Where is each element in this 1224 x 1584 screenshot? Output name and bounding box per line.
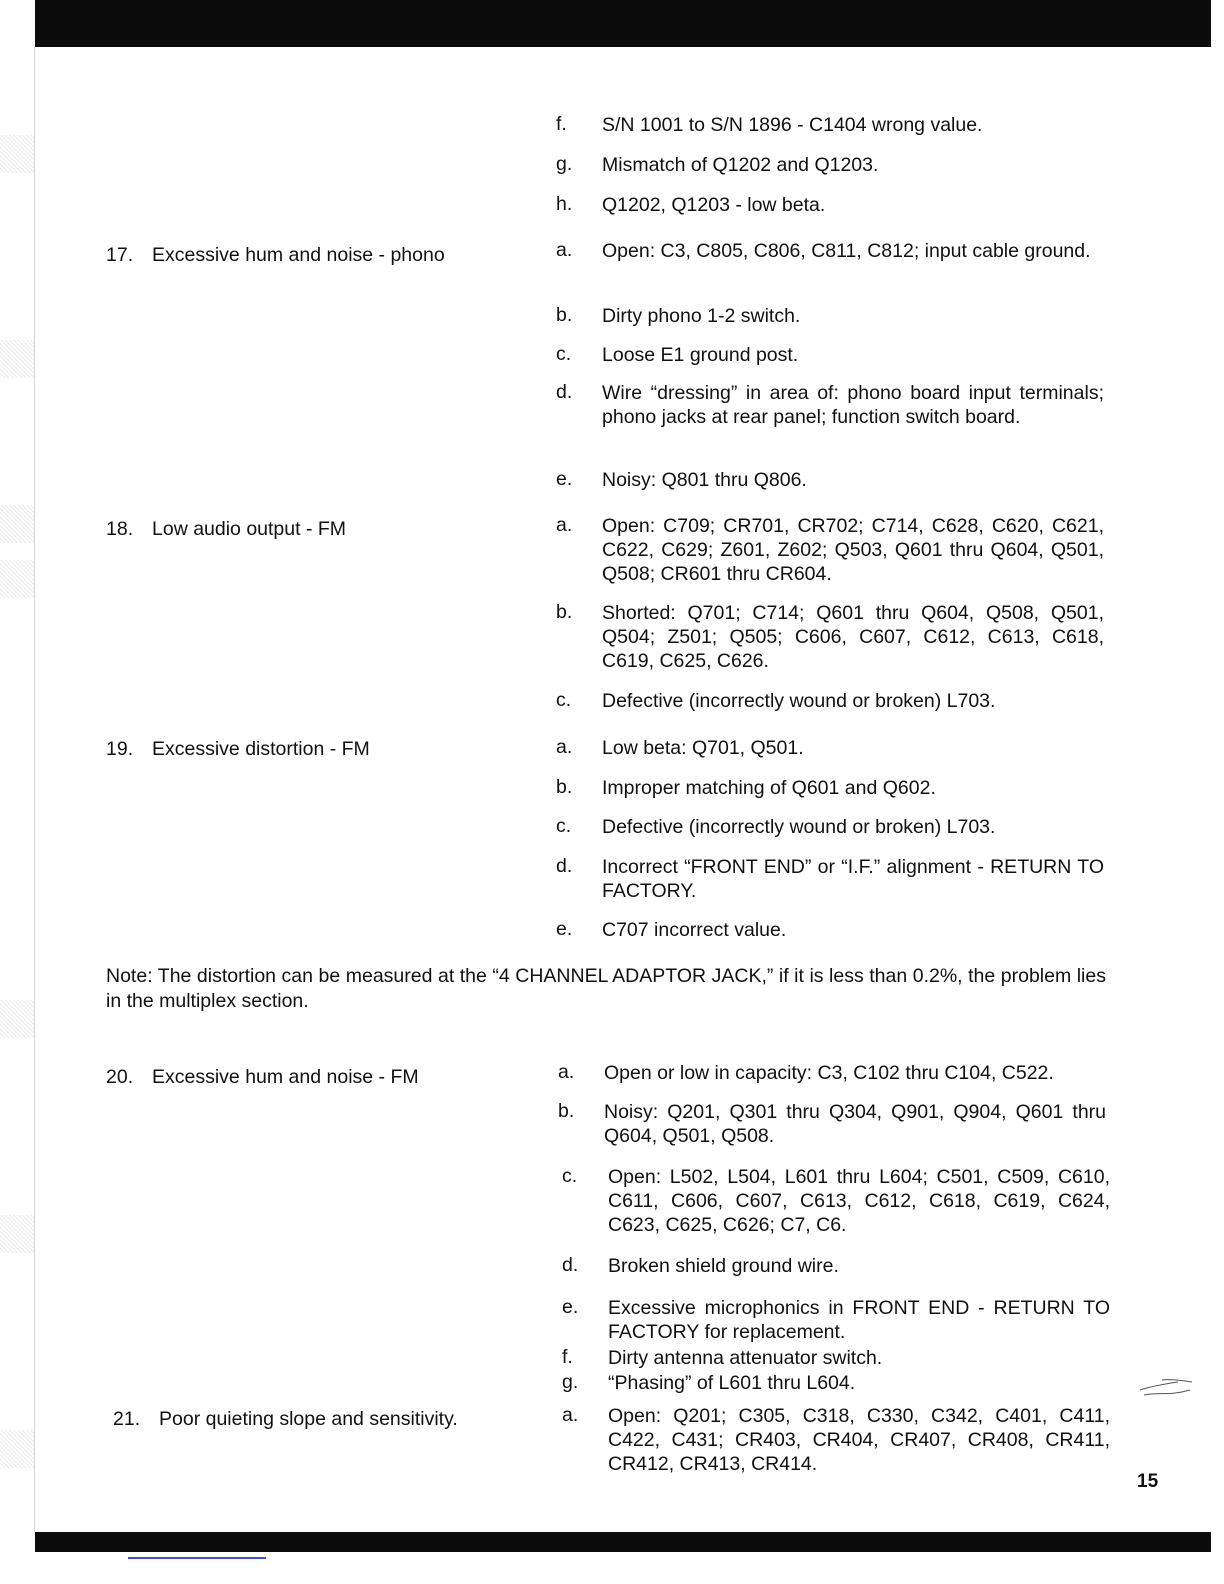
item-letter: b. [558, 1100, 575, 1122]
item-text: Q1202, Q1203 - low beta. [602, 194, 826, 216]
item-text: Defective (incorrectly wound or broken) L703. [602, 690, 996, 712]
item-letter: g. [562, 1371, 579, 1393]
item-letter: a. [562, 1404, 579, 1426]
item-text: Open: C709; CR701, CR702; C714, C628, C620, C621, C622, C629; Z601, Z602; Q503, Q601 thru Q604, Q501, Q508; CR601 thru CR604. [602, 515, 1104, 585]
item-letter: b. [556, 304, 573, 326]
item-letter: f. [556, 113, 567, 135]
problem-title: Excessive hum and noise - phono [152, 244, 445, 266]
item-letter: e. [562, 1296, 579, 1318]
scan-speckle [0, 1000, 34, 1038]
item-text: Open: L502, L504, L601 thru L604; C501, C509, C610, C611, C606, C607, C613, C612, C618, C619, C624, C623, C625, C626; C7, C6. [608, 1166, 1110, 1236]
item-letter: c. [556, 343, 572, 365]
margin-mark-scribble [1136, 1376, 1196, 1402]
item-letter: e. [556, 918, 573, 940]
item-letter: a. [558, 1061, 575, 1083]
item-text: Improper matching of Q601 and Q602. [602, 777, 936, 799]
item-text: “Phasing” of L601 thru L604. [608, 1372, 856, 1394]
blue-underline [128, 1557, 266, 1559]
item-letter: a. [556, 736, 573, 758]
problem-heading [106, 244, 445, 267]
bottom-black-bar [35, 1532, 1211, 1552]
problem-number: 21. [113, 1408, 141, 1430]
top-black-bar [35, 0, 1211, 47]
problem-heading [106, 1066, 419, 1089]
item-letter: g. [556, 153, 573, 175]
item-letter: c. [562, 1165, 578, 1187]
item-text: Broken shield ground wire. [608, 1255, 839, 1277]
scan-speckle [0, 340, 34, 378]
problem-number: 19. [106, 738, 134, 760]
item-letter: f. [562, 1346, 573, 1368]
item-letter: d. [556, 381, 573, 403]
item-letter: e. [556, 468, 573, 490]
problem-title: Poor quieting slope and sensitivity. [159, 1408, 458, 1430]
problem-title: Excessive hum and noise - FM [152, 1066, 419, 1088]
item-text: Open: Q201; C305, C318, C330, C342, C401, C411, C422, C431; CR403, CR404, CR407, CR408, CR411, CR412, CR413, CR414. [608, 1405, 1110, 1475]
item-text: Loose E1 ground post. [602, 344, 799, 366]
item-text: Noisy: Q801 thru Q806. [602, 469, 807, 491]
left-scan-edge [34, 47, 35, 1532]
page-number: 15 [1137, 1471, 1159, 1492]
item-text: Low beta: Q701, Q501. [602, 737, 804, 759]
item-letter: a. [556, 514, 573, 536]
note-paragraph: Note: The distortion can be measured at the “4 CHANNEL ADAPTOR JACK,” if it is less than 0.2%, the problem lies in the multiplex section. [106, 965, 1106, 1012]
item-text: Open: C3, C805, C806, C811, C812; input cable ground. [602, 240, 1091, 262]
item-text: Dirty antenna attenuator switch. [608, 1347, 883, 1369]
item-letter: d. [562, 1254, 579, 1276]
item-letter: b. [556, 601, 573, 623]
item-text: S/N 1001 to S/N 1896 - C1404 wrong value. [602, 114, 983, 136]
item-letter: a. [556, 239, 573, 261]
problem-heading [113, 1408, 458, 1431]
item-text: Defective (incorrectly wound or broken) L703. [602, 816, 996, 838]
item-text: Excessive microphonics in FRONT END - RETURN TO FACTORY for replacement. [608, 1297, 1110, 1343]
problem-title: Excessive distortion - FM [152, 738, 370, 760]
problem-heading [106, 738, 370, 761]
item-text: Open or low in capacity: C3, C102 thru C104, C522. [604, 1062, 1054, 1084]
item-text: Noisy: Q201, Q301 thru Q304, Q901, Q904, Q601 thru Q604, Q501, Q508. [604, 1101, 1106, 1147]
item-text: Incorrect “FRONT END” or “I.F.” alignment - RETURN TO FACTORY. [602, 856, 1104, 902]
problem-number: 20. [106, 1066, 134, 1088]
problem-heading [106, 518, 346, 541]
item-letter: c. [556, 689, 572, 711]
problem-number: 17. [106, 244, 134, 266]
problem-title: Low audio output - FM [152, 518, 347, 540]
item-letter: c. [556, 815, 572, 837]
item-letter: b. [556, 776, 573, 798]
item-text: Shorted: Q701; C714; Q601 thru Q604, Q508, Q501, Q504; Z501; Q505; C606, C607, C612, C613, C618, C619, C625, C626. [602, 602, 1104, 672]
scan-speckle [0, 1215, 34, 1253]
item-letter: d. [556, 855, 573, 877]
item-text: Wire “dressing” in area of: phono board input terminals; phono jacks at rear panel; function switch board. [602, 382, 1104, 428]
item-letter: h. [556, 193, 573, 215]
item-text: C707 incorrect value. [602, 919, 787, 941]
scan-speckle [0, 560, 34, 598]
item-text: Dirty phono 1-2 switch. [602, 305, 801, 327]
scan-speckle [0, 1430, 34, 1468]
scan-speckle [0, 135, 34, 173]
scan-speckle [0, 505, 34, 543]
item-text: Mismatch of Q1202 and Q1203. [602, 154, 879, 176]
problem-number: 18. [106, 518, 134, 540]
